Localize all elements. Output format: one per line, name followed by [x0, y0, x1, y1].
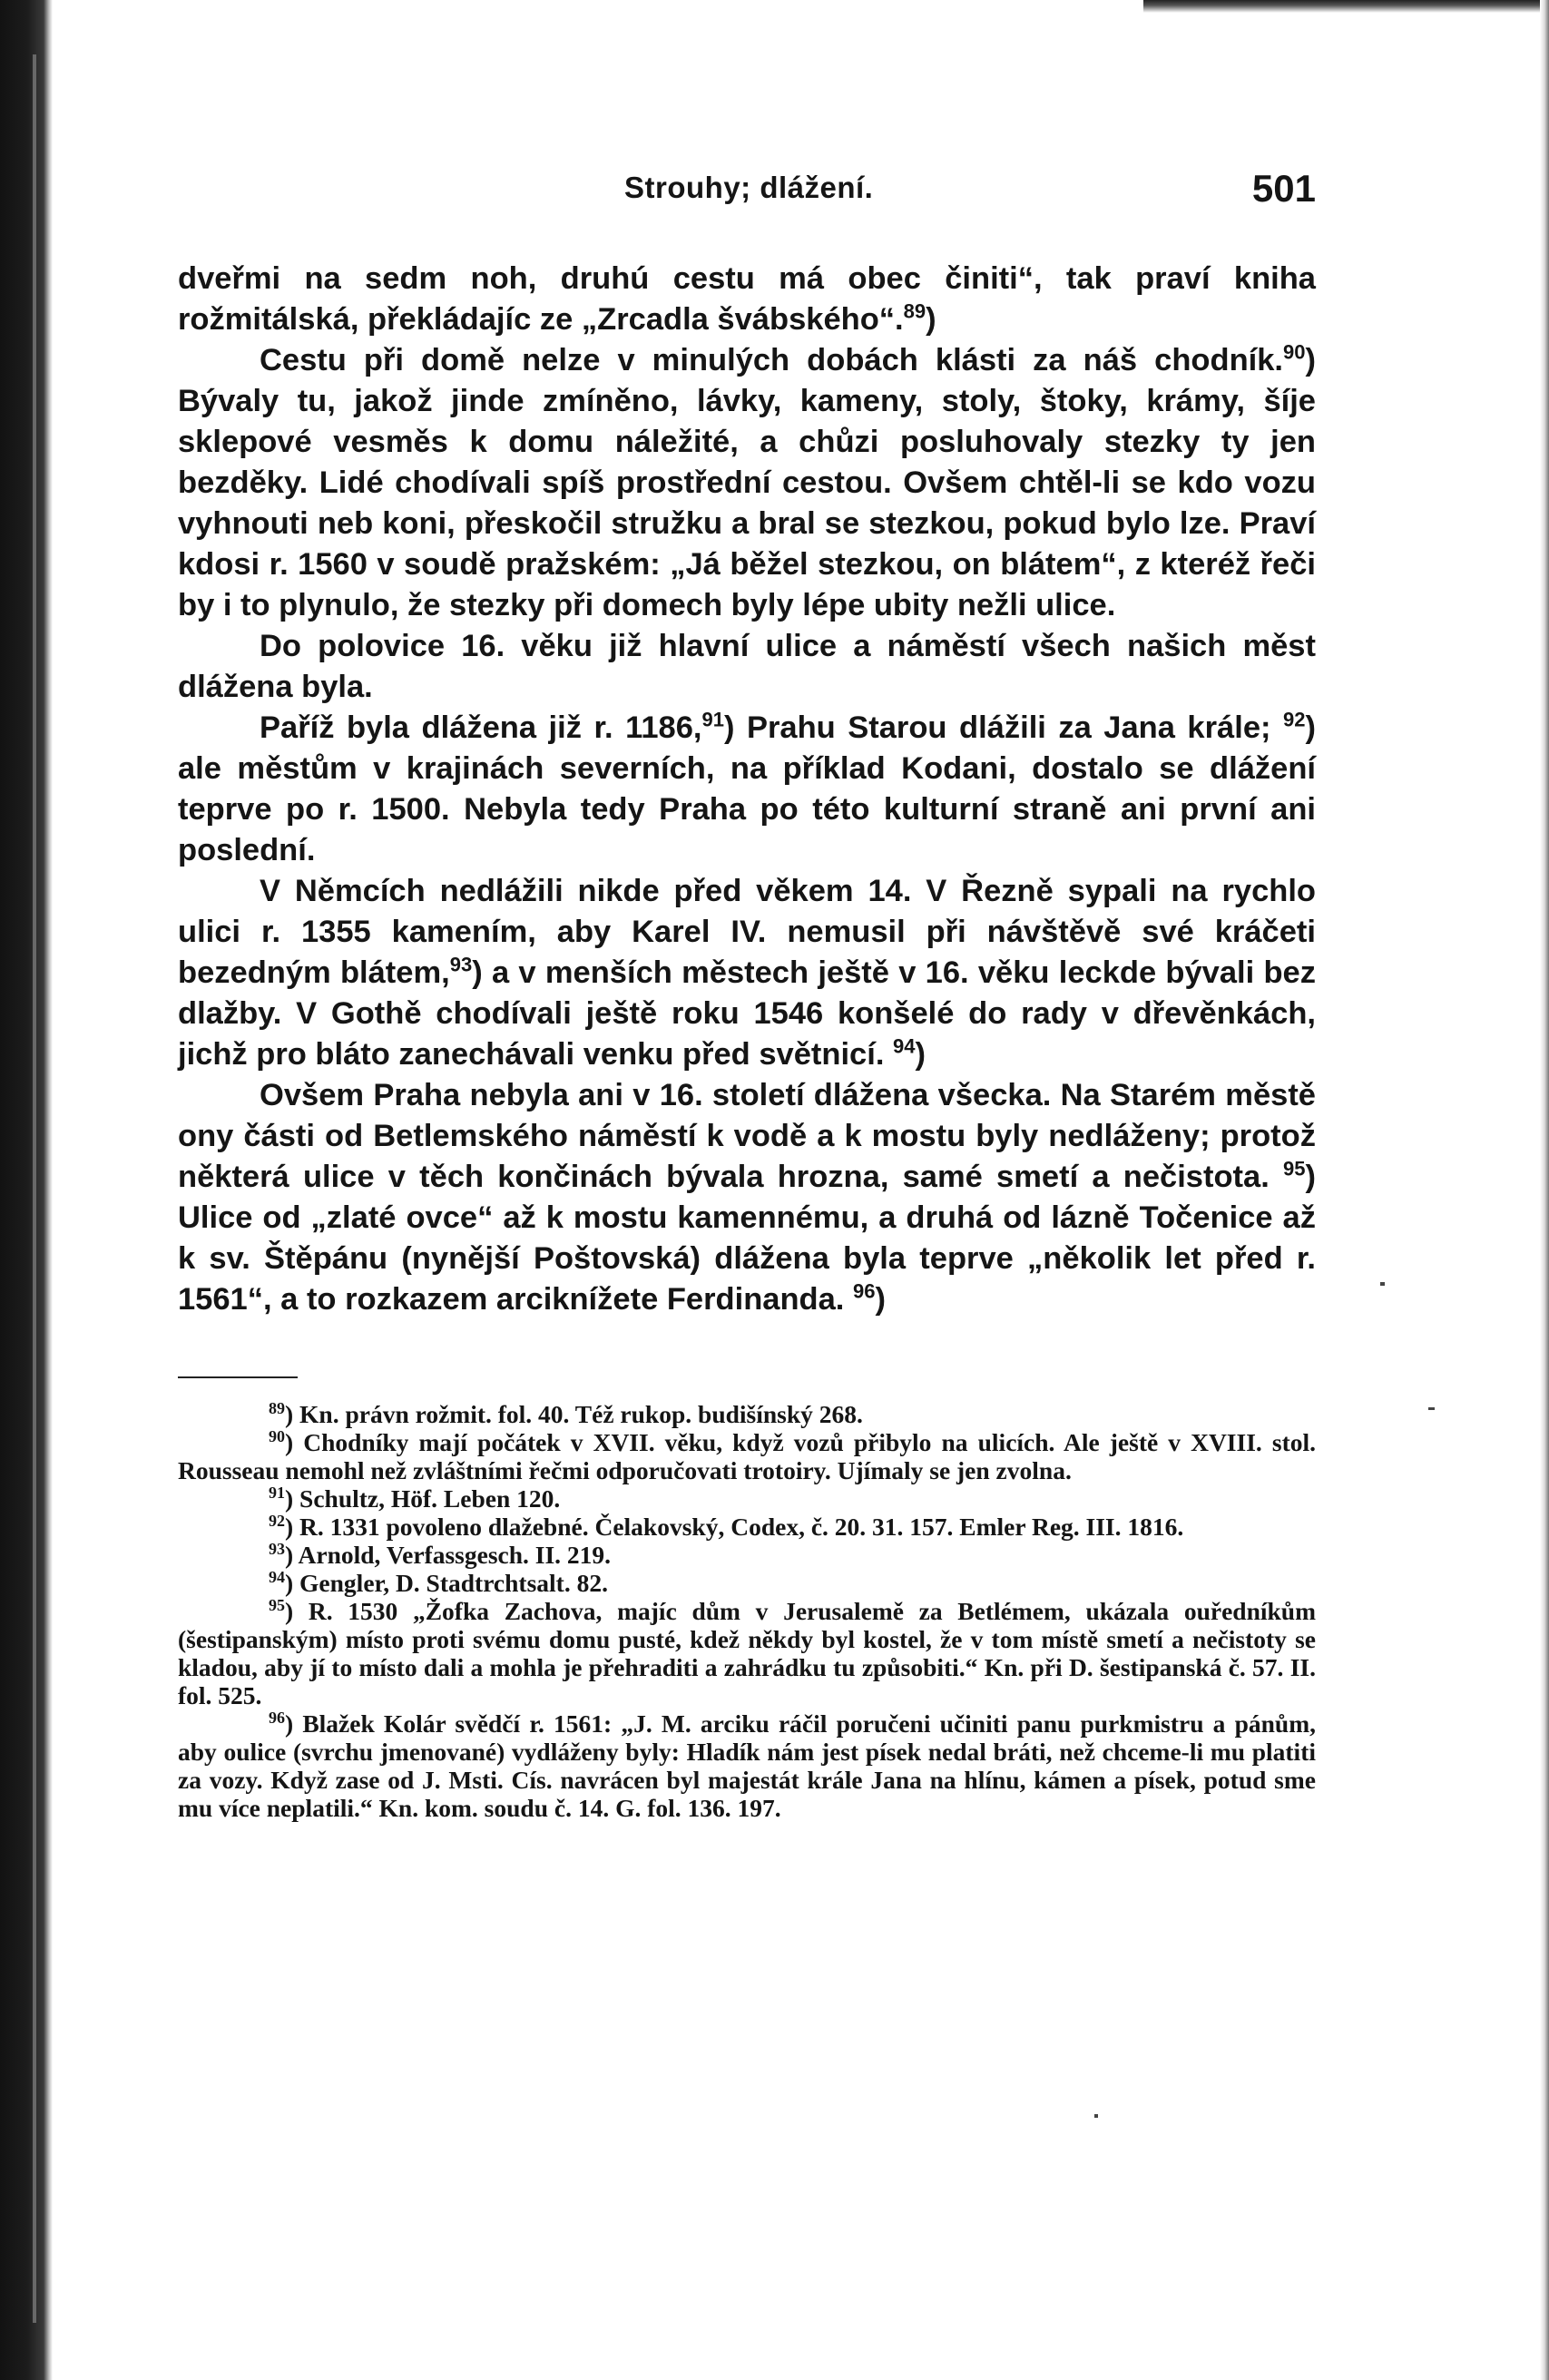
footnotes [178, 1400, 1316, 1822]
footnote-mark: 89 [269, 1398, 285, 1417]
text-run: ) Prahu Starou dlážili za Jana krále; [723, 710, 1283, 745]
footnote-mark: 96 [269, 1708, 285, 1727]
text-run: ) [875, 1282, 886, 1317]
text-run: Cestu při domě nelze v minulých dobách klásti za náš chodník. [260, 343, 1284, 377]
footnote-text: ) Gengler, D. Stadtrchtsalt. 82. [285, 1569, 608, 1597]
scan-binding-edge [0, 0, 53, 2380]
footnote-text: ) Schultz, Höf. Leben 120. [285, 1484, 561, 1513]
footnote-text: ) Arnold, Verfassgesch. II. 219. [285, 1541, 612, 1569]
main-text [178, 259, 1316, 1320]
running-head-title: Strouhy; dlážení. [624, 171, 874, 204]
footnote-mark: 95 [269, 1595, 285, 1614]
text-run: Do polovice 16. věku již hlavní ulice a náměstí všech našich měst dlážena byla. [178, 629, 1316, 704]
footnote [178, 1513, 1316, 1541]
body-paragraph [178, 1075, 1316, 1320]
footnote [178, 1428, 1316, 1484]
text-run: dveřmi na sedm noh, druhú cestu má obec činiti“, tak praví kniha rožmitálská, překládajíc ze „Zrcadla švábského“. [178, 261, 1316, 337]
footnote-reference: 95 [1283, 1157, 1306, 1180]
footnote-text: ) Kn. právn rožmit. fol. 40. Též rukop. budišínský 268. [285, 1400, 863, 1428]
scan-right-edge [1540, 0, 1549, 2380]
footnote [178, 1484, 1316, 1513]
footnote-mark: 94 [269, 1567, 285, 1586]
text-run: Paříž byla dlážena již r. 1186, [260, 710, 702, 745]
footnote-mark: 93 [269, 1539, 285, 1558]
text-run: ) [926, 302, 936, 337]
footnote-reference: 93 [449, 953, 473, 976]
footnote-text: ) R. 1530 „Žofka Zachova, majíc dům v Jerusalemě za Betlémem, ukázala ouředníkům (šestipanským) místo proti svému domu pusté, kdež někdy byl kostel, že v tom místě smetí a nečistoty se kladou, aby jí to místo dali a mohla je přehraditi a zahrádku tu způsobiti.“ Kn. při D. šestipanská č. 57. II. fol. 525. [178, 1597, 1316, 1709]
scan-speck [1380, 1282, 1385, 1286]
footnote-rule [178, 1376, 298, 1378]
text-run: ) a v menších městech ještě v 16. věku leckde bývali bez dlažby. V Gothě chodívali ještě roku 1546 konšelé do rady v dřevěnkách, jichž pro bláto zanechávali venku před světnicí. [178, 955, 1316, 1072]
footnote [178, 1709, 1316, 1822]
text-run: ) Ulice od „zlaté ovce“ až k mostu kamennému, a druhá od lázně Točenice až k sv. Štěpánu (nynější Poštovská) dlážena byla teprve „několik let před r. 1561“, a to rozkazem arciknížete Ferdinanda. [178, 1160, 1316, 1317]
text-run: Ovšem Praha nebyla ani v 16. století dlážena všecka. Na Starém městě ony části od Betlemského náměstí k vodě a k mostu byly nedláženy; protož některá ulice v těch končinách bývala hrozna, samé smetí a nečistota. [178, 1078, 1316, 1194]
text-run: ) [915, 1037, 926, 1072]
text-run: ) Bývaly tu, jakož jinde zmíněno, lávky, kameny, stoly, štoky, krámy, šíje sklepové vesměs k domu náležité, a chůzi posluhovaly stezky ty jen bezděky. Lidé chodívali spíš prostřední cestou. Ovšem chtěl-li se kdo vozu vyhnouti neb koni, přeskočil stružku a bral se stezkou, pokud bylo lze. Praví kdosi r. 1560 v soudě pražském: „Já běžel stezkou, on blátem“, z kteréž řeči by i to plynulo, že stezky při domech byly lépe ubity nežli ulice. [178, 343, 1316, 622]
footnote-text: ) Chodníky mají počátek v XVII. věku, když vozů přibylo na ulicích. Ale ještě v XVIII. stol. Rousseau nemohl než zvláštními řečmi odporučovati trotoiry. Ujímaly se jen zvolna. [178, 1428, 1316, 1484]
text-run: ) ale městům v krajinách severních, na příklad Kodani, dostalo se dlážení teprve po r. 1500. Nebyla tedy Praha po této kulturní straně ani první ani poslední. [178, 710, 1316, 867]
scan-speck [1094, 2114, 1098, 2118]
footnote-text: ) Blažek Kolár svědčí r. 1561: „J. M. arciku ráčil poručeni učiniti panu purkmistru a pánům, aby oulice (svrchu jmenované) vydláženy byly: Hladík nám jest písek nedal bráti, než chceme-li mu platiti za vozy. Když zase od J. Msti. Cís. navrácen byl majestát krále Jana na hlínu, kámen a písek, potud sme mu více neplatili.“ Kn. kom. soudu č. 14. G. fol. 136. 197. [178, 1709, 1316, 1822]
footnote-mark: 92 [269, 1511, 285, 1530]
footnote-reference: 91 [701, 708, 724, 731]
body-paragraph [178, 259, 1316, 340]
footnote-reference: 90 [1283, 340, 1306, 364]
body-paragraph [178, 626, 1316, 708]
text-run: V Němcích nedlážili nikde před věkem 14. V Řezně sypali na rychlo ulici r. 1355 kamením, aby Karel IV. nemusil při návštěvě své kráčeti bezedným blátem, [178, 874, 1316, 990]
footnote [178, 1597, 1316, 1709]
scan-speck [1428, 1407, 1435, 1410]
footnote-text: ) R. 1331 povoleno dlažebné. Čelakovský, Codex, č. 20. 31. 157. Emler Reg. III. 1816. [285, 1513, 1184, 1541]
footnote-reference: 92 [1283, 708, 1306, 731]
page-number: 501 [1251, 167, 1316, 210]
footnote [178, 1400, 1316, 1428]
book-page [178, 169, 1316, 1822]
footnote-mark: 90 [269, 1426, 285, 1445]
footnote-reference: 94 [893, 1034, 916, 1058]
footnote [178, 1569, 1316, 1597]
footnote-mark: 91 [269, 1483, 285, 1502]
body-paragraph [178, 708, 1316, 871]
scan-top-edge [1143, 0, 1549, 13]
body-paragraph [178, 340, 1316, 626]
running-head [178, 169, 1316, 220]
footnote-reference: 89 [903, 299, 926, 323]
scan-fold-line [33, 54, 36, 2323]
footnote-reference: 96 [852, 1279, 876, 1303]
body-paragraph [178, 871, 1316, 1075]
footnote [178, 1541, 1316, 1569]
